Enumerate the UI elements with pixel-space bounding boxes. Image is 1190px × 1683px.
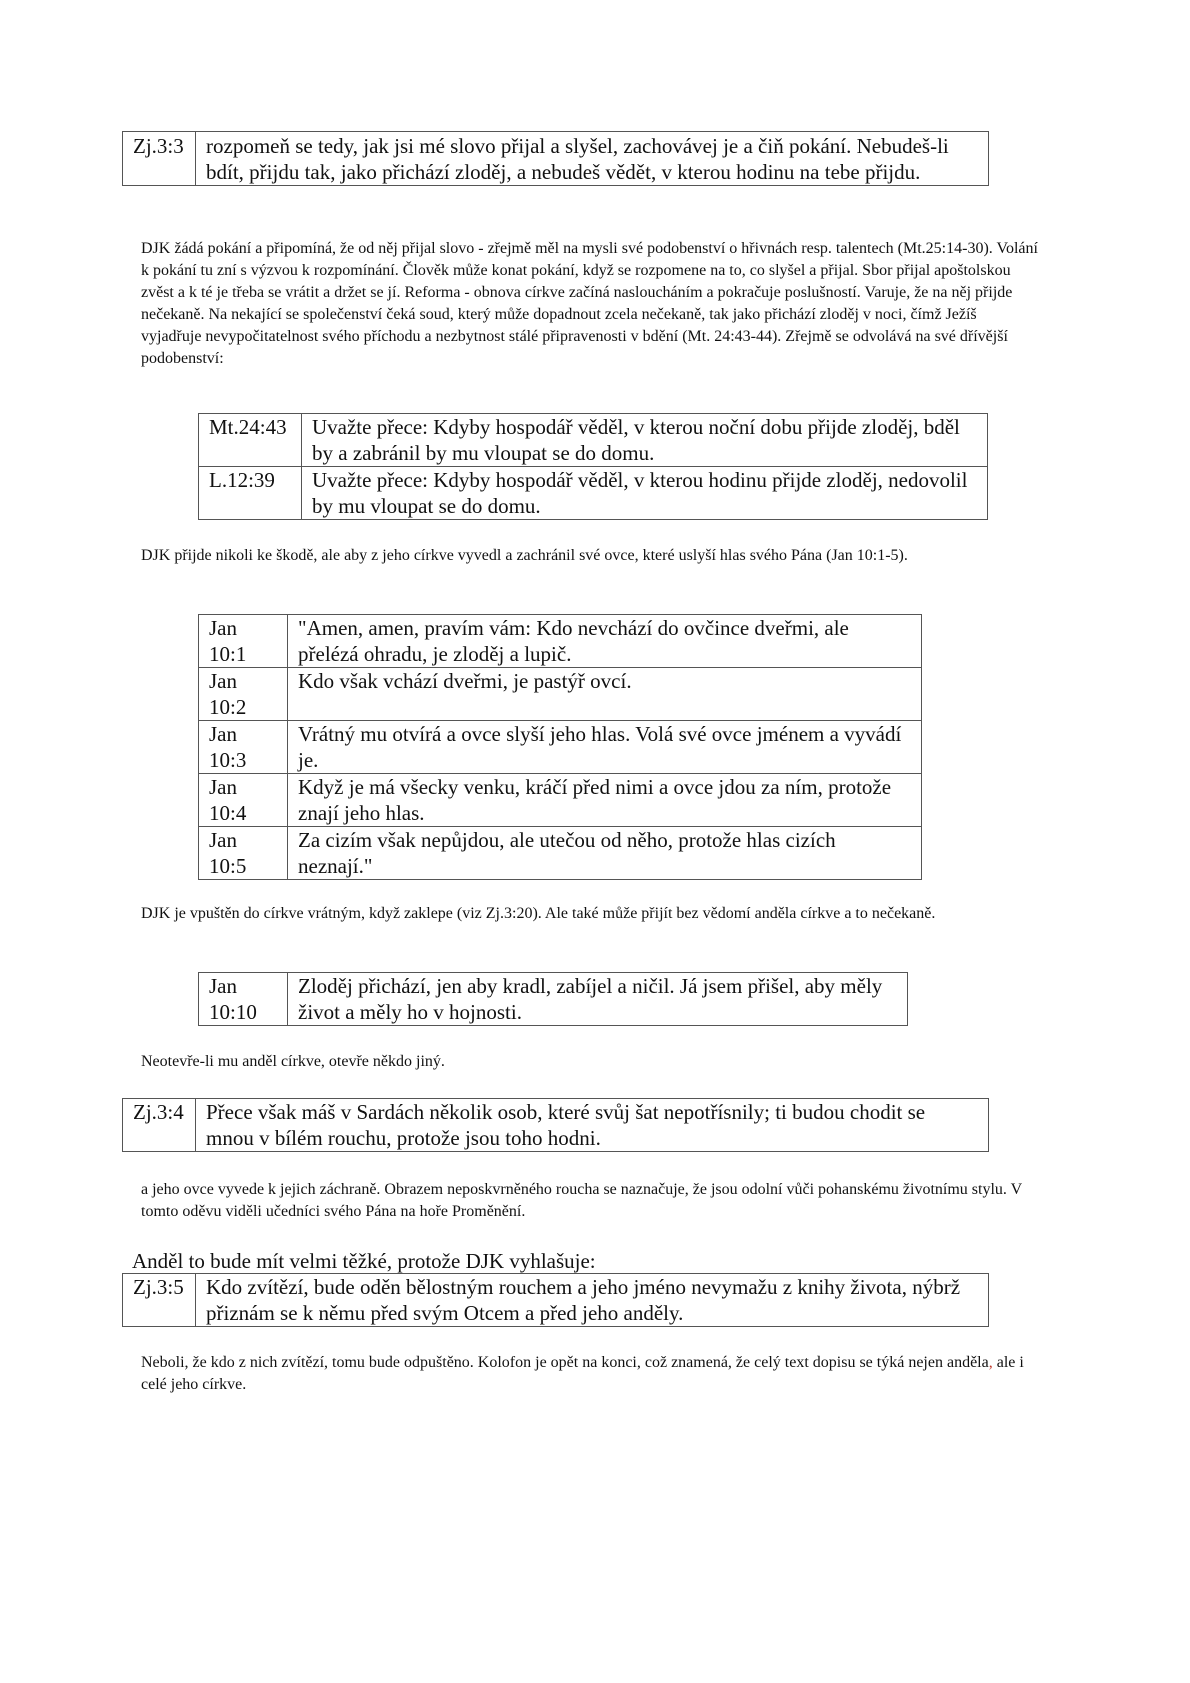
verse-row [123, 132, 989, 186]
verse-text: rozpomeň se tedy, jak jsi mé slovo přijal a slyšel, zachovávej je a čiň pokání. Nebudeš-li bdít, přijdu tak, jako přichází zloděj, a nebudeš vědět, v kterou hodinu na tebe přijdu. [196, 132, 989, 186]
commentary-paragraph-1: DJK žádá pokání a připomíná, že od něj přijal slovo - zřejmě měl na mysli své podobenství o hřivnách resp. talentech (Mt.25:14-30). Volání k pokání tu zní s výzvou k rozpomínání. Člověk může konat pokání, když se rozpomene na to, co slyšel a přijal. Sbor přijal apoštolskou zvěst a k té je třeba se vrátit a držet se jí. Reforma - obnova církve začíná nasloucháním a pokračuje poslušností. Varuje, že na něj přijde nečekaně. Na nekající se společenství čeká soud, který může dopadnout zcela nečekaně, tak jako přichází zloděj v noci, čímž Ježíš vyjadřuje nevypočitatelnost svého příchodu a nezbytnost stálé připravenosti v bdění (Mt. 24:43-44). Zřejmě se odvolává na své dřívější podobenství: [141, 240, 1038, 367]
verse-row [199, 973, 908, 1026]
verse-ref-number: 10:5 [209, 854, 247, 878]
verse-table-jan-10-1-5 [198, 614, 922, 880]
verse-ref [199, 615, 288, 668]
verse-row [199, 827, 922, 880]
verse-ref [199, 721, 288, 774]
verse-text: Uvažte přece: Kdyby hospodář věděl, v kterou noční dobu přijde zloděj, bděl by a zabránil by mu vloupat se do domu. [302, 414, 988, 467]
verse-row [199, 467, 988, 520]
verse-table-jan-10-10 [198, 972, 908, 1026]
verse-table-thief-parable [198, 413, 988, 520]
verse-ref: Zj.3:3 [123, 132, 196, 186]
verse-ref-number: 10:4 [209, 801, 247, 825]
paragraph-text: Neboli, že kdo z nich zvítězí, tomu bude odpuštěno. Kolofon je opět na konci, což znamená, že celý text dopisu se týká nejen anděla [141, 1354, 989, 1371]
verse-ref-book: Jan [209, 775, 237, 799]
verse-row [123, 1274, 989, 1327]
paragraph-text: ale i celé jeho církve. [141, 1354, 1024, 1393]
verse-table-zj-3-5 [122, 1273, 989, 1327]
verse-table-zj-3-3 [122, 131, 989, 186]
verse-ref-book: Jan [209, 669, 237, 693]
commentary-paragraph-5: a jeho ovce vyvede k jejich záchraně. Obrazem neposkvrněného roucha se naznačuje, že jsou odolní vůči pohanskému životnímu stylu. V tomto oděvu viděli učedníci svého Pána na hoře Proměnění. [141, 1181, 1022, 1220]
verse-ref-number: 10:10 [209, 1000, 257, 1024]
verse-text: "Amen, amen, pravím vám: Kdo nevchází do ovčince dveřmi, ale přelézá ohradu, je zloděj a lupič. [288, 615, 922, 668]
commentary-paragraph-4: Neotevře-li mu anděl církve, otevře někdo jiný. [141, 1053, 445, 1070]
verse-row [199, 774, 922, 827]
verse-row [199, 721, 922, 774]
verse-text: Uvažte přece: Kdyby hospodář věděl, v kterou hodinu přijde zloděj, nedovolil by mu vloupat se do domu. [302, 467, 988, 520]
verse-text: Když je má všecky venku, kráčí před nimi a ovce jdou za ním, protože znají jeho hlas. [288, 774, 922, 827]
section-heading: Anděl to bude mít velmi těžké, protože DJK vyhlašuje: [132, 1249, 596, 1273]
verse-text: Přece však máš v Sardách několik osob, které svůj šat nepotřísnily; ti budou chodit se mnou v bílém rouchu, protože jsou toho hodni. [196, 1099, 989, 1152]
highlighted-comma: , [988, 1354, 993, 1371]
commentary-paragraph-3: DJK je vpuštěn do církve vrátným, když zaklepe (viz Zj.3:20). Ale také může přijít bez vědomí anděla církve a to nečekaně. [141, 905, 936, 922]
verse-ref [199, 973, 288, 1026]
verse-ref: Zj.3:4 [123, 1099, 196, 1152]
verse-row [199, 615, 922, 668]
verse-text: Za cizím však nepůjdou, ale utečou od něho, protože hlas cizích neznají." [288, 827, 922, 880]
verse-ref-book: Jan [209, 616, 237, 640]
commentary-paragraph-6 [141, 1352, 1041, 1396]
verse-table-zj-3-4 [122, 1098, 989, 1152]
verse-ref [199, 774, 288, 827]
verse-ref-book: Jan [209, 974, 237, 998]
verse-row [199, 668, 922, 721]
verse-ref [199, 668, 288, 721]
verse-text: Kdo však vchází dveřmi, je pastýř ovcí. [288, 668, 922, 721]
verse-ref-number: 10:3 [209, 748, 247, 772]
verse-ref-number: 10:1 [209, 642, 247, 666]
verse-text: Vrátný mu otvírá a ovce slyší jeho hlas. Volá své ovce jménem a vyvádí je. [288, 721, 922, 774]
commentary-paragraph-2: DJK přijde nikoli ke škodě, ale aby z jeho církve vyvedl a zachránil své ovce, které uslyší hlas svého Pána (Jan 10:1-5). [141, 547, 908, 564]
verse-text: Zloděj přichází, jen aby kradl, zabíjel a ničil. Já jsem přišel, aby měly život a měly ho v hojnosti. [288, 973, 908, 1026]
verse-row [199, 414, 988, 467]
verse-row [123, 1099, 989, 1152]
verse-ref-number: 10:2 [209, 695, 247, 719]
verse-ref: Zj.3:5 [123, 1274, 196, 1327]
verse-ref-book: Jan [209, 722, 237, 746]
verse-ref-book: Jan [209, 828, 237, 852]
verse-text: Kdo zvítězí, bude oděn bělostným rouchem a jeho jméno nevymažu z knihy života, nýbrž přiznám se k němu před svým Otcem a před jeho anděly. [196, 1274, 989, 1327]
verse-ref: Mt.24:43 [199, 414, 302, 467]
verse-ref [199, 827, 288, 880]
verse-ref: L.12:39 [199, 467, 302, 520]
